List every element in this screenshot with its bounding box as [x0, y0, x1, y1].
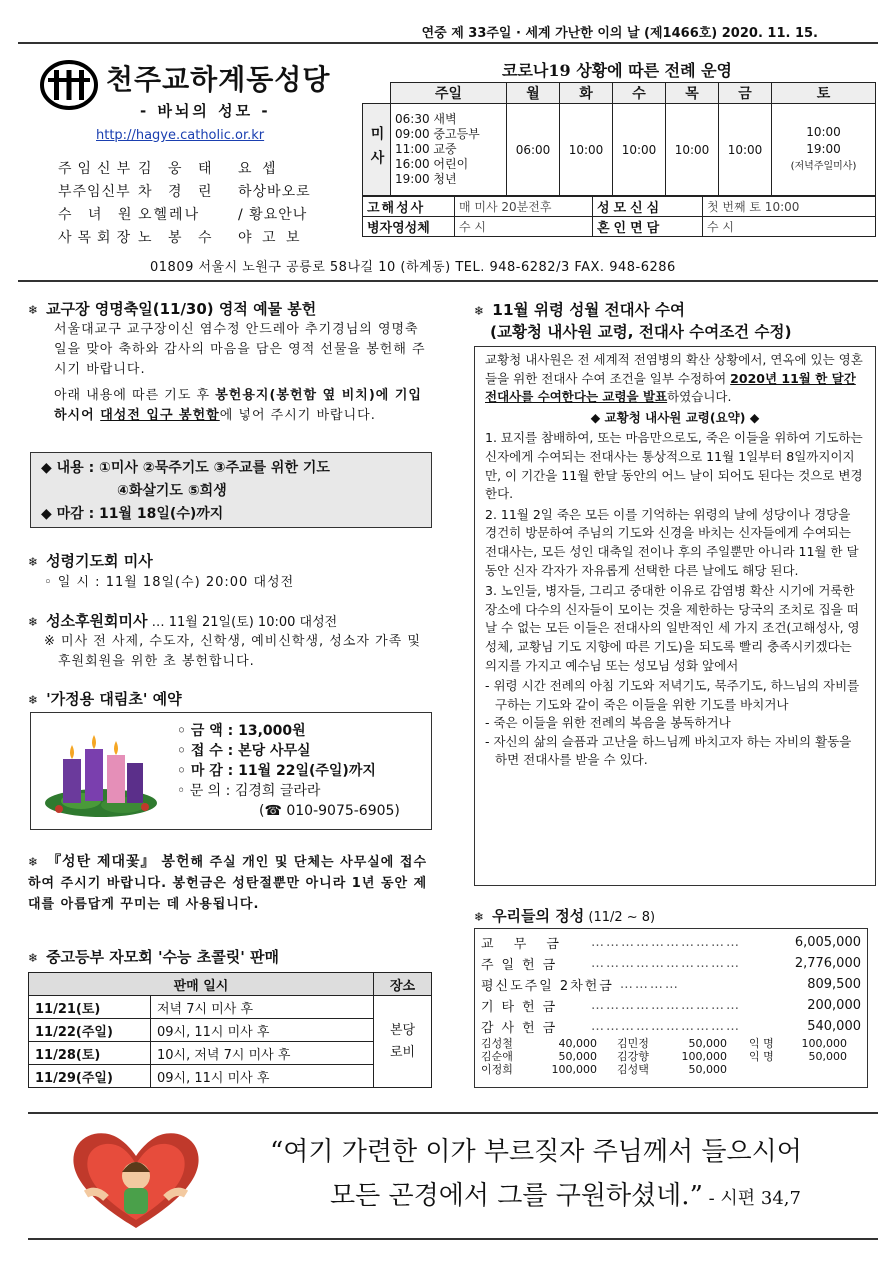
divider — [28, 1238, 878, 1240]
section-text: 서울대교구 교구장이신 염수정 안드레아 추기경님의 영명축일을 맞아 축하와 감사의 마음을 담은 영적 선물을 봉헌해 주시기 바랍니다. — [54, 322, 426, 377]
list-item: 주일헌금 ………………………… 2,776,000 — [481, 956, 861, 973]
donor-list: 김성철 40,000 김민정 50,000 익 명 100,000 김순애 50,000 김강향 100,000 익 명 50,000 이정희 100,000 김성택 50,000 — [481, 1037, 847, 1076]
table-row: 11/22(주일) 09시, 11시 미사 후 — [29, 1019, 432, 1042]
scripture-quote: “여기 가련한 이가 부르짖자 주님께서 들으시어 모든 곤경에서 그를 구원하셨네.” - 시편 34,7 — [270, 1137, 802, 1211]
list-item: 기타헌금 ………………………… 200,000 — [481, 998, 861, 1015]
staff-row: 수 녀 원 오헬레나 / 황요안나 — [58, 207, 308, 223]
address-line: 01809 서울시 노원구 공릉로 58나길 10 (하계동) TEL. 948-6282/3 FAX. 948-6286 — [150, 260, 676, 275]
offerings-box — [474, 928, 868, 1088]
section-title: ❄ '가정용 대림초' 예약 — [28, 690, 182, 708]
table-row: 11/29(주일) 09시, 11시 미사 후 — [29, 1065, 432, 1088]
issue-header-line — [18, 0, 878, 44]
church-logo-icon — [40, 60, 98, 110]
sacrament-schedule-table: 고해성사 매 미사 20분전후 성모신심 첫 번째 토 10:00 병자영성체 수 시 혼인면담 수 시 — [362, 196, 876, 237]
saturday-masses: 10:00 19:00 (저녁주일미사) — [772, 104, 876, 196]
section-text: 아래 내용에 따른 기도 후 봉헌용지(봉헌함 옆 비치)에 기입하시어 대성전 입구 봉헌함에 넣어 주시기 바랍니다. — [54, 388, 422, 423]
issue-date: 연중 제 33주일 · 세계 가난한 이의 날 (제1466호) 2020. 11. 15. — [421, 26, 818, 41]
list-item: 감사헌금 ………………………… 540,000 — [481, 1019, 861, 1036]
section-text: ❄ 『성탄 제대꽃』 봉헌해 주실 개인 및 단체는 사무실에 접수하여 주시기 바랍니다. 봉헌금은 성탄절뿐만 아니라 1년 동안 제대를 아름답게 꾸미는 데 사용됩니다. — [28, 854, 428, 912]
prayer-items-box: ◆ 내용 : ①미사 ②묵주기도 ③주교를 위한 기도 ④화살기도 ⑤희생 ◆ 마감 : 11월 18일(수)까지 — [30, 452, 432, 528]
sunday-masses: 06:30 새벽 09:00 중고등부 11:00 교중 16:00 어린이 19:00 청년 — [391, 104, 507, 196]
list-item: 평신도주일 2차헌금 ………… 809,500 — [481, 977, 861, 994]
staff-row: 사목회장 노 봉 수 야 고 보 — [58, 230, 303, 246]
staff-row: 주임신부 김 웅 태 요 셉 — [58, 161, 279, 177]
section-title: ❄ 성령기도회 미사 — [28, 552, 153, 570]
chocolate-sale-table: 판매 일시 장소 11/21(토) 저녁 7시 미사 후 본당 로비 11/22(주일) 09시, 11시 미사 후 11/28(토) 10시, 저녁 7시 미사 후 11/29(주일) 09시, 11시 미사 후 — [28, 972, 432, 1088]
section-text: ◦ 일 시 : 11월 18일(수) 20:00 대성전 — [44, 575, 295, 590]
mass-schedule-table: 주일 월 화 수 목 금 토 미사 06:30 새벽 09:00 중고등부 11:00 교중 16:00 어린이 19:00 청년 06:00 10:00 10:00 10:00 10:00 10:00 19:00 (저녁주일미사) — [362, 82, 876, 196]
advent-candle-box: ◦ 금 액 : 13,000원 ◦ 접 수 : 본당 사무실 ◦ 마 감 : 11월 22일(주일)까지 ◦ 문 의 : 김경희 글라라 (☎ 010-9075-6905) — [30, 712, 432, 830]
staff-list — [58, 158, 348, 250]
list-item: 교 무 금 ………………………… 6,005,000 — [481, 935, 861, 952]
church-name: 천주교하계동성당 — [106, 63, 331, 96]
section-title: ❄ 성소후원회미사 … 11월 21일(토) 10:00 대성전 — [28, 612, 338, 630]
staff-row: 부주임신부 차 경 린 하상바오로 — [58, 184, 311, 200]
table-row: 11/28(토) 10시, 저녁 7시 미사 후 — [29, 1042, 432, 1065]
divider — [18, 280, 878, 282]
section-text: ※ 미사 전 사제, 수도자, 신학생, 예비신학생, 성소자 가족 및 후원회원을 위한 초 봉헌합니다. — [44, 634, 421, 669]
row-label: 미사 — [363, 104, 391, 196]
website-link[interactable]: http://hagye.catholic.or.kr — [96, 128, 265, 143]
section-title: ❄ 중고등부 자모회 '수능 초콜릿' 판매 — [28, 948, 279, 966]
section-title: ❄ 11월 위령 성월 전대사 수여 — [474, 301, 685, 319]
indulgence-box: 교황청 내사원은 전 세계적 전염병의 확산 상황에서, 연옥에 있는 영혼들을 위한 전대사 수여 조건을 일부 수정하여 2020년 11월 한 달간 전대사를 수여한다는 교령을 발표하였습니다. ◆ 교황청 내사원 교령(요약) ◆ 1. 묘지를 참배하여, 또는 마음만으로도, 죽은 이들을 위하여 기도하는 신자에게 수여되는 전대사는 통상적으로 11월 1일부터 8일까지이지만, 이 기간을 11월 한달 동안의 어느 날이 되어도 된다는 것으로 변경한다. 2. 11월 2일 죽은 모든 이를 기억하는 위령의 날에 성당이나 경당을 경건히 방문하여 주님의 기도와 신경을 바치는 신자들에게 수여되는 전대사는, 모든 성인 대축일 전이나 후의 주일뿐만 아니라 11월 한 달 동안 신자 각자가 자유롭게 선택한 다른 날에도 해당 된다. 3. 노인들, 병자들, 그리고 중대한 이유로 감염병 확산 시기에 거룩한 장소에 다수의 신자들이 모이는 것을 제한하는 당국의 조치로 집을 떠날 수 없는 모든 이들은 전대사의 일반적인 세 가지 조건(고해성사, 영성체, 교황님 기도 지향에 따른 기도)을 되도록 빨리 충족시키겠다는 의지를 가지고 예수님 또는 성모님 성화 앞에서 - 위령 시간 전례의 아침 기도와 저녁기도, 묵주기도, 하느님의 자비를 구하는 기도와 같이 죽은 이들을 위한 기도를 바치거나 - 죽은 이들을 위한 전례의 복음을 봉독하거나 - 자신의 삶의 슬픔과 고난을 하느님께 바치고자 하는 자비의 활동을 하면 전대사를 받을 수 있다. — [474, 346, 876, 886]
section-title: ❄ 교구장 영명축일(11/30) 영적 예물 봉헌 — [28, 300, 317, 318]
patron-title: - 바뇌의 성모 - — [140, 102, 271, 120]
section-title: ❄ 우리들의 정성 (11/2 ~ 8) — [474, 907, 656, 925]
divider — [28, 1112, 878, 1114]
section-subtitle: (교황청 내사원 교령, 전대사 수여조건 수정) — [490, 323, 792, 341]
schedule-title: 코로나19 상황에 따른 전례 운영 — [501, 61, 733, 80]
heart-illustration-icon — [66, 1124, 206, 1234]
advent-candles-icon — [41, 721, 161, 821]
table-row: 11/21(토) 저녁 7시 미사 후 본당 로비 — [29, 996, 432, 1019]
